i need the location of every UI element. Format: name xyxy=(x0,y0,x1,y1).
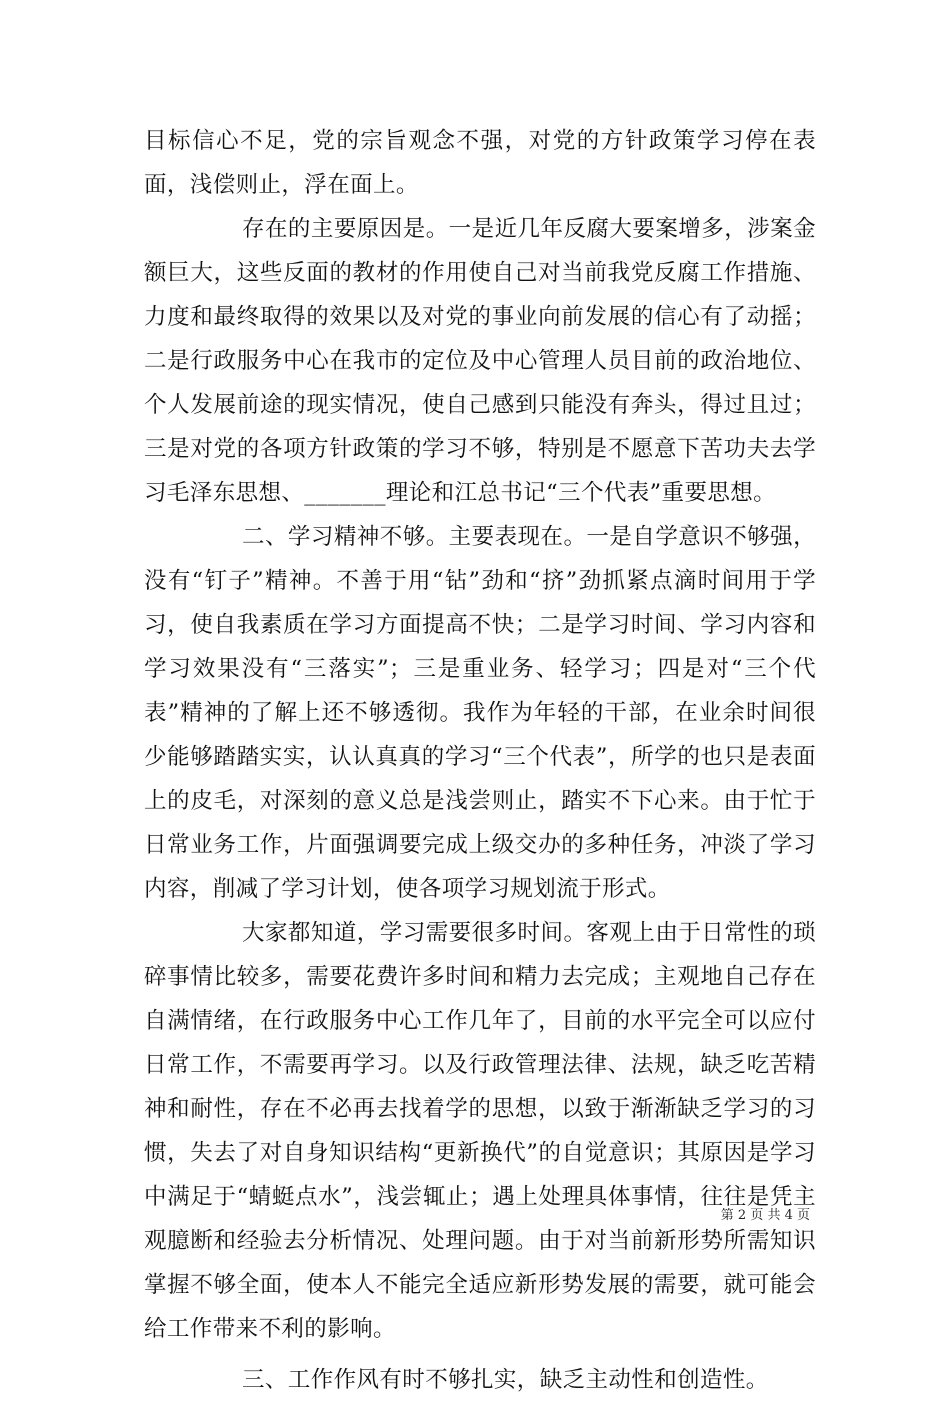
paragraph-study-time: 大家都知道，学习需要很多时间。客观上由于日常性的琐碎事情比较多，需要花费许多时间和精力去完成；主观地自己存在自满情绪，在行政服务中心工作几年了，目前的水平完全可以应付日常工作，不需要再学习。以及行政管理法律、法规，缺乏吃苦精神和耐性，存在不必再去找着学的思想，以致于渐渐缺乏学习的习惯，失去了对自身知识结构“更新换代”的自觉意识；其原因是学习中满足于“蜻蜓点水”，浅尝辄止；遇上处理具体事情，往往是凭主观臆断和经验去分析情况、处理问题。由于对当前新形势所需知识掌握不够全面，使本人不能完全适应新形势发展的需要，就可能会给工作带来不利的影响。 xyxy=(144,920,816,1342)
page-number-footer: 第 2 页 共 4 页 xyxy=(720,1208,810,1223)
paragraph-continuation: 目标信心不足，党的宗旨观念不强，对党的方针政策学习停在表面，浅偿则止，浮在面上。 xyxy=(144,128,816,198)
paragraph-work-style-heading: 三、工作作风有时不够扎实，缺乏主动性和创造性。 xyxy=(242,1367,769,1393)
paragraph-main-reasons: 存在的主要原因是。一是近几年反腐大要案增多，涉案金额巨大，这些反面的教材的作用使自己对当前我党反腐工作措施、力度和最终取得的效果以及对党的事业向前发展的信心有了动摇；二是行政服务中心在我市的定位及中心管理人员目前的政治地位、个人发展前途的现实情况，使自己感到只能没有奔头，得过且过；三是对党的各项方针政策的学习不够，特别是不愿意下苦功夫去学习毛泽东思想、_______理论和江总书记“三个代表”重要思想。 xyxy=(144,216,816,506)
paragraph-study-spirit: 二、学习精神不够。主要表现在。一是自学意识不够强，没有“钉子”精神。不善于用“钻”劲和“挤”劲抓紧点滴时间用于学习，使自我素质在学习方面提高不快；二是学习时间、学习内容和学习效果没有“三落实”；三是重业务、轻学习；四是对“三个代表”精神的了解上还不够透彻。我作为年轻的干部，在业余时间很少能够踏踏实实，认认真真的学习“三个代表”，所学的也只是表面上的皮毛，对深刻的意义总是浅尝则止，踏实不下心来。由于忙于日常业务工作，片面强调要完成上级交办的多种任务，冲淡了学习内容，削减了学习计划，使各项学习规划流于形式。 xyxy=(144,524,816,902)
